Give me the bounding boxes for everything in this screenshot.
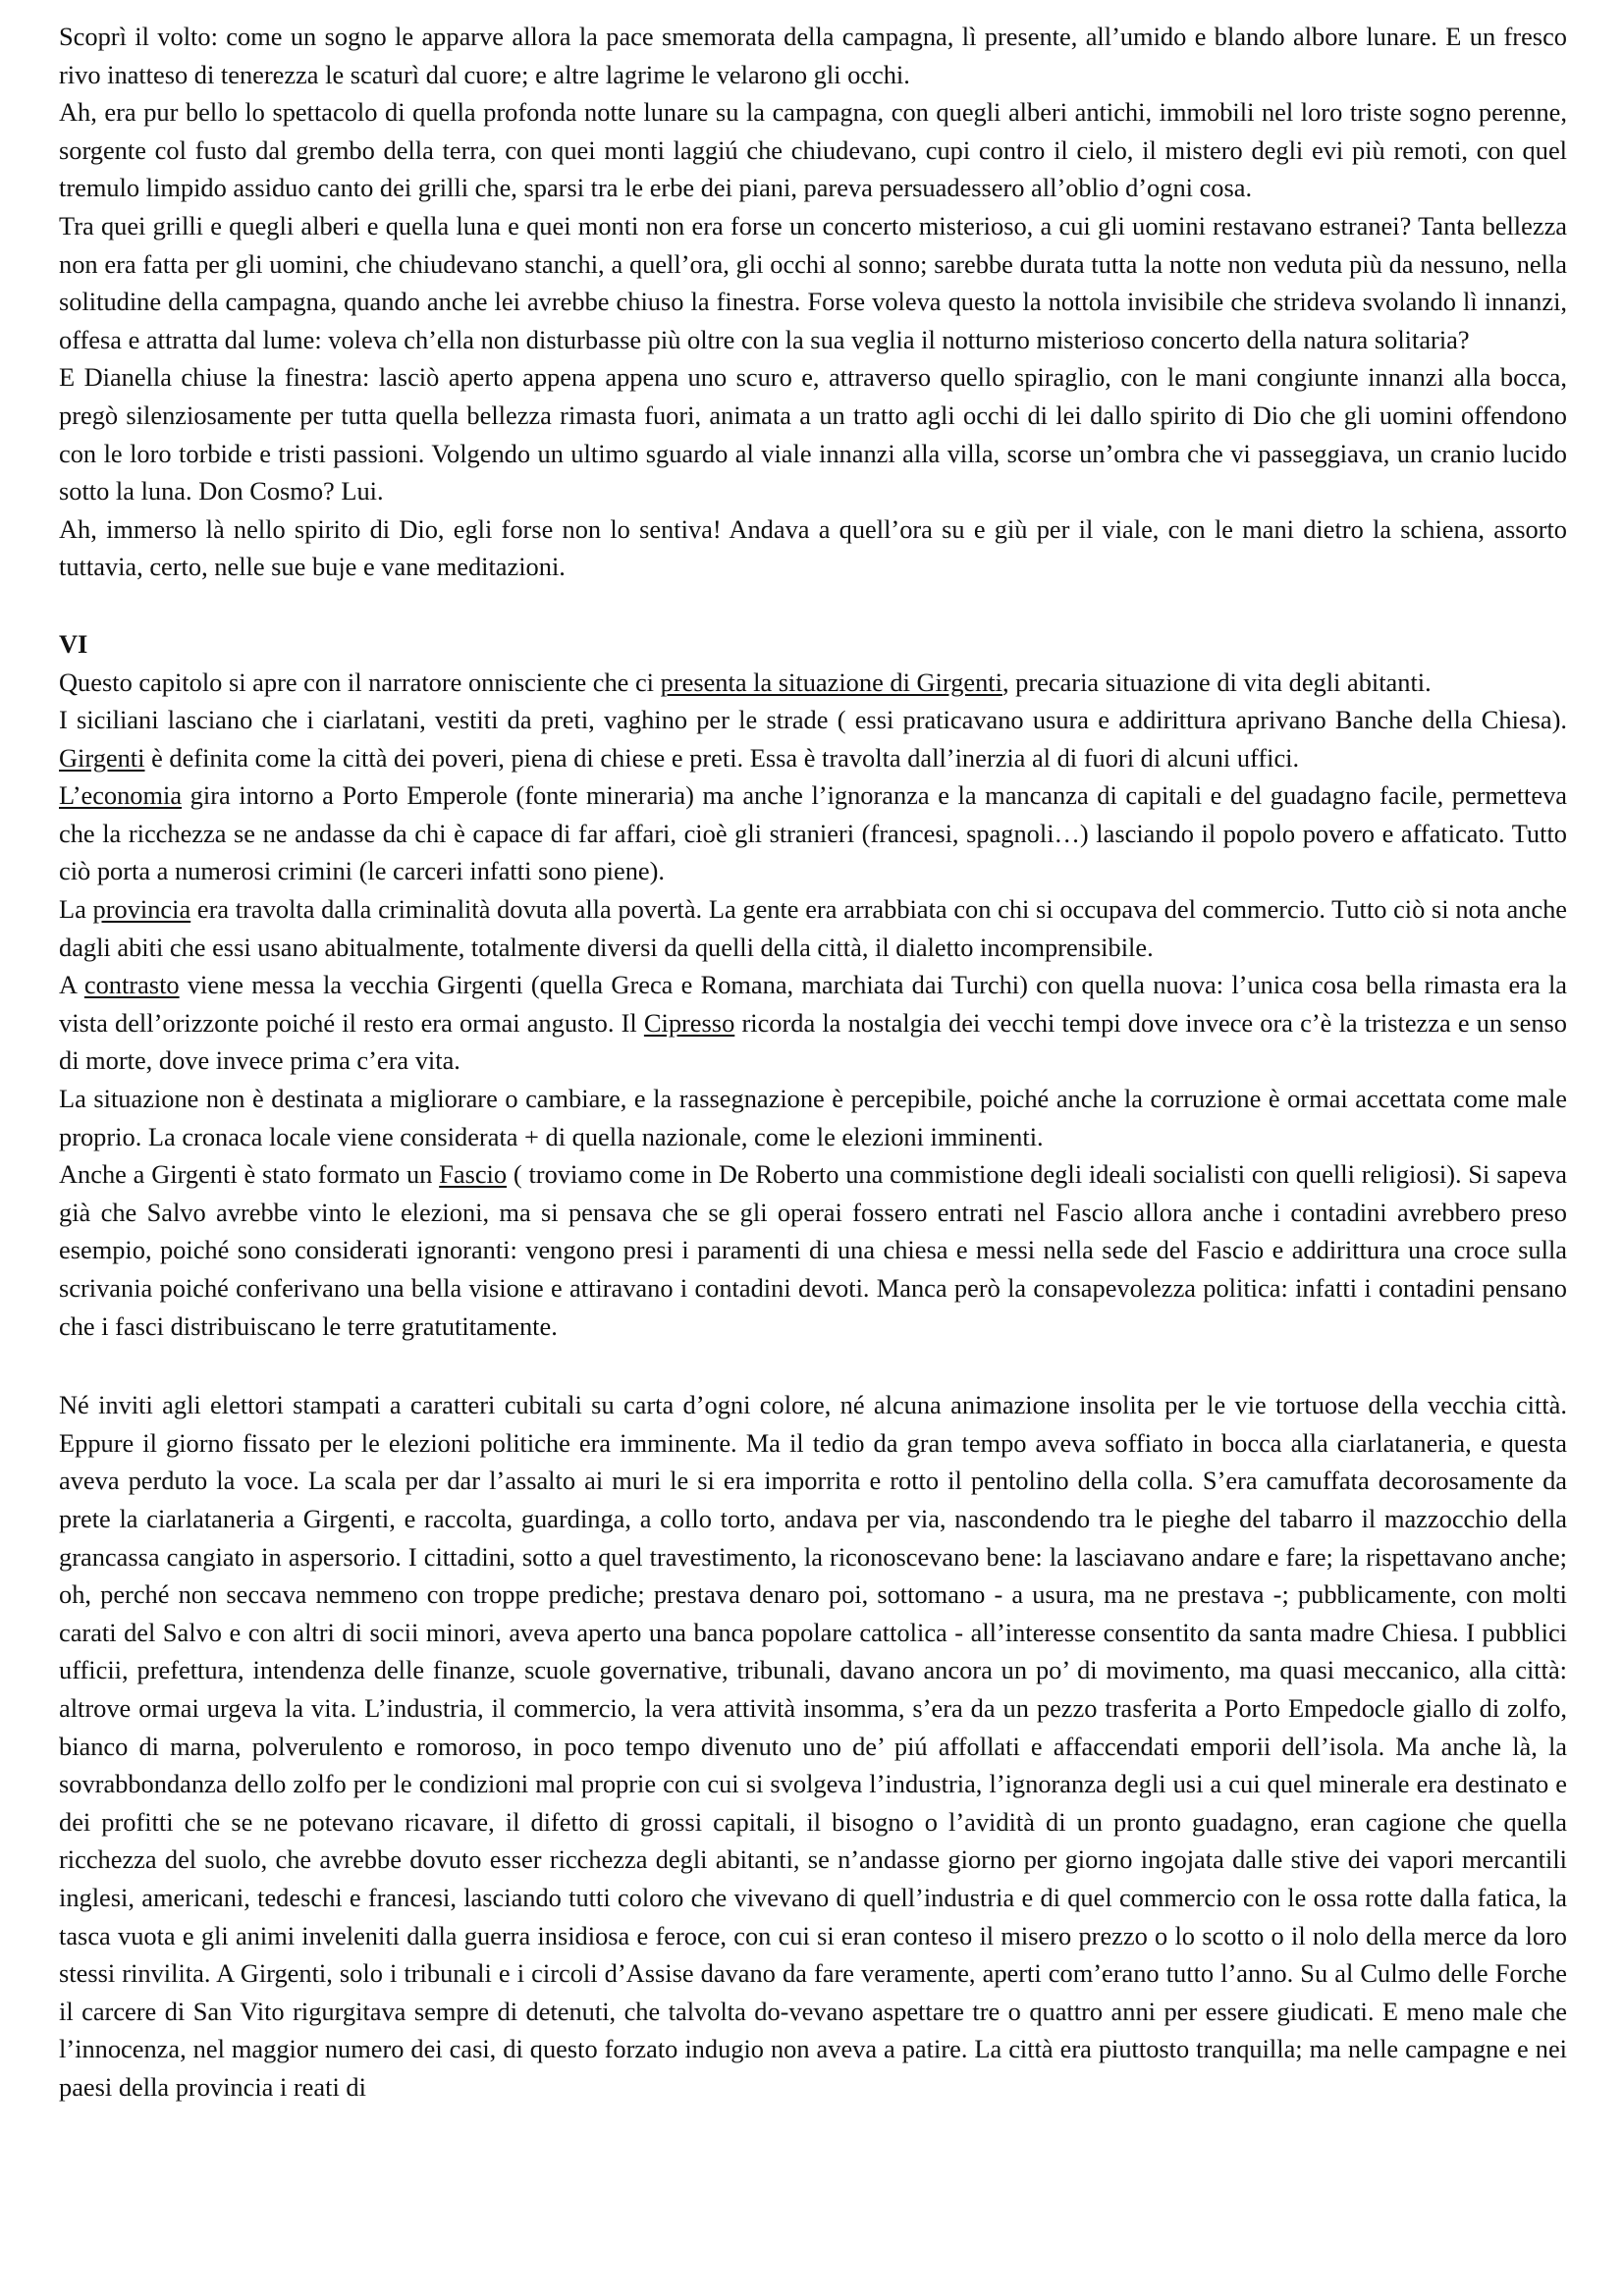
paragraph: Ah, immerso là nello spirito di Dio, egli forse non lo sentiva! Andava a quell’ora su e giù per il viale, con le mani dietro la schiena, assorto tuttavia, certo, nelle sue buje e vane meditazioni. [59, 513, 1567, 582]
underlined-text: presenta la situazione di Girgenti [660, 667, 1002, 697]
summary-paragraph [59, 966, 1567, 1080]
summary-paragraph [59, 776, 1567, 890]
summary-paragraph [59, 701, 1567, 776]
text-run: , precaria situazione di vita degli abitanti. [1001, 667, 1432, 697]
chapter-summary [59, 664, 1567, 1346]
text-run: ( troviamo come in De Roberto una commistione degli ideali socialisti con quelli religiosi). Si sapeva già che Salvo avrebbe vinto le elezioni, ma si pensava che se gli operai fossero entrati nel Fascio allora anche i contadini avrebbero preso esempio, poiché sono considerati ignoranti: vengono presi i paramenti di una chiesa e messi nella sede del Fascio e addirittura una croce sulla scrivania poiché conferivano una bella visione e attiravano i contadini devoti. Manca però la consapevolezza politica: infatti i contadini pensano che i fasci distribuiscano le terre gratutitamente. [59, 1159, 1567, 1341]
text-run: La [59, 894, 93, 925]
spacer [59, 586, 1567, 625]
text-run: gira intorno a Porto Emperole (fonte mineraria) ma anche l’ignoranza e la mancanza di capitali e del guadagno facile, permetteva che la ricchezza se ne andasse da chi è capace di far affari, cioè gli stranieri (francesi, spagnoli…) lasciando il popolo povero e affaticato. Tutto ciò porta a numerosi crimini (le carceri infatti sono piene). [59, 780, 1567, 886]
underlined-text: contrasto [83, 970, 180, 1000]
text-run: era travolta dalla criminalità dovuta alla povertà. La gente era arrabbiata con chi si occupava del commercio. Tutto ciò si nota anche dagli abiti che essi usano abitualmente, totalmente diversi da quelli della città, il dialetto incomprensibile. [59, 894, 1567, 962]
text-run: è definita come la città dei poveri, piena di chiese e preti. Essa è travolta dall’inerzia al di fuori di alcuni uffici. [144, 742, 1300, 773]
summary-paragraph [59, 664, 1567, 702]
text-run: A [59, 970, 84, 1000]
paragraph: Né inviti agli elettori stampati a caratteri cubitali su carta d’ogni colore, né alcuna animazione insolita per le vie tortuose della vecchia città. Eppure il giorno fissato per le elezioni politiche era imminente. Ma il tedio da gran tempo aveva soffiato in bocca alla ciarlataneria, e questa aveva perduto la voce. La scala per dar l’assalto ai muri le si era imporrita e rotto il pentolino della colla. S’era camuffata decorosamente da prete la ciarlataneria a Girgenti, e raccolta, guardinga, a collo torto, andava per via, nascondendo tra le pieghe del tabarro il mazzocchio della grancassa cangiato in aspersorio. I cittadini, sotto a quel travestimento, la riconoscevano bene: la lasciavano andare e fare; la rispettavano anche; oh, perché non seccava nemmeno con troppe prediche; prestava denaro poi, sottomano - a usura, ma ne prestava -; pubblicamente, con molti carati del Salvo e con altri di socii minori, aveva aperto una banca popolare cattolica - all’interesse consentito da santa madre Chiesa. I pubblici ufficii, prefettura, intendenza delle finanze, scuole governative, tribunali, davano ancora un po’ di movimento, ma quasi meccanico, alla città: altrove ormai urgeva la vita. L’industria, il commercio, la vera attività insomma, s’era da un pezzo trasferita a Porto Empedocle giallo di zolfo, bianco di marna, polverulento e romoroso, in poco tempo divenuto uno de’ piú affollati e affaccendati emporii dell’isola. Ma anche là, la sovrabbondanza dello zolfo per le condizioni mal proprie con cui si svolgeva l’industria, l’ignoranza degli usi a cui quel minerale era destinato e dei profitti che se ne potevano ricavare, il difetto di grossi capitali, il bisogno o l’avidità di un pronto guadagno, eran cagione che quella ricchezza del suolo, che avrebbe dovuto esser ricchezza degli abitanti, se n’andasse giorno per giorno ingojata dalle stive dei vapori mercantili inglesi, americani, tedeschi e francesi, lasciando tutti coloro che vivevano di quell’industria e di quel commercio con le ossa rotte dalla fatica, la tasca vuota e gli animi inveleniti dalla guerra insidiosa e feroce, con cui si eran conteso il misero prezzo o lo scotto o il nolo della merce da loro stessi rinvilita. A Girgenti, solo i tribunali e i circoli d’Assise davano da fare veramente, aperti com’erano tutto l’anno. Su al Culmo delle Forche il carcere di San Vito rigurgitava sempre di detenuti, che talvolta do-vevano aspettare tre o quattro anni per essere giudicati. E meno male che l’innocenza, nel maggior numero dei casi, di questo forzato indugio non aveva a patire. La città era piuttosto tranquilla; ma nelle campagne e nei paesi della provincia i reati di [59, 1390, 1567, 2102]
summary-paragraph [59, 890, 1567, 966]
novel-excerpt-top [59, 18, 1567, 586]
text-run: viene messa la vecchia Girgenti (quella Greca e Romana, marchiata dai Turchi) con quella nuova: l’unica cosa bella rimasta era la vista dell’orizzonte poiché il resto era ormai angusto. Il [59, 970, 1567, 1038]
paragraph: Tra quei grilli e quegli alberi e quella luna e quei monti non era forse un concerto misterioso, a cui gli uomini restavano estranei? Tanta bellezza non era fatta per gli uomini, che chiudevano stanchi, a quell’ora, gli occhi al sonno; sarebbe durata tutta la notte non veduta più da nessuno, nella solitudine della campagna, quando anche lei avrebbe chiuso la finestra. Forse voleva questo la nottola invisibile che strideva svolando lì innanzi, offesa e attratta dal lume: voleva ch’ella non disturbasse più oltre con la sua veglia il notturno misterioso concerto della natura solitaria? [59, 210, 1567, 354]
text-run: Questo capitolo si apre con il narratore onnisciente che ci [59, 667, 661, 697]
text-run: I siciliani lasciano che i ciarlatani, vestiti da preti, vaghino per le strade ( essi praticavano usura e addirittura aprivano Banche della Chiesa). [59, 705, 1567, 735]
underlined-text: Girgenti [59, 742, 145, 773]
text-run: ricorda la nostalgia dei vecchi tempi dove invece ora c’è la tristezza e un senso di morte, dove invece prima c’era vita. [59, 1007, 1567, 1076]
underlined-text: L’economia [59, 780, 183, 811]
paragraph: E Dianella chiuse la finestra: lasciò aperto appena appena uno scuro e, attraverso quello spiraglio, con le mani congiunte innanzi alla bocca, pregò silenziosamente per tutta quella bellezza rimasta fuori, animata a un tratto agli occhi di lei dallo spirito di Dio che gli uomini offendono con le loro torbide e tristi passioni. Volgendo un ultimo sguardo al viale innanzi alla villa, scorse un’ombra che vi passeggiava, un cranio lucido sotto la luna. Don Cosmo? Lui. [59, 362, 1567, 507]
novel-excerpt-bottom [59, 1386, 1567, 2106]
paragraph: Ah, era pur bello lo spettacolo di quella profonda notte lunare su la campagna, con quegli alberi antichi, immobili nel loro triste sogno perenne, sorgente col fusto dal grembo della terra, con quei monti laggiú che chiudevano, cupi contro il cielo, il mistero degli evi più remoti, con quel tremulo limpido assiduo canto dei grilli che, sparsi tra le erbe dei piani, pareva persuadessero all’oblio d’ogni cosa. [59, 97, 1567, 203]
underlined-text: Fascio [439, 1159, 508, 1190]
summary-paragraph: La situazione non è destinata a migliorare o cambiare, e la rassegnazione è percepibile, poiché anche la corruzione è ormai accettata come male proprio. La cronaca locale viene considerata + di quella nazionale, come le elezioni imminenti. [59, 1084, 1567, 1151]
chapter-heading: VI [59, 628, 88, 659]
text-run: Anche a Girgenti è stato formato un [59, 1159, 440, 1190]
underlined-text: Cipresso [643, 1007, 735, 1038]
summary-paragraph [59, 1155, 1567, 1345]
document-page [59, 18, 1567, 2106]
spacer [59, 1345, 1567, 1386]
underlined-text: provincia [92, 894, 191, 925]
paragraph: Scoprì il volto: come un sogno le apparve allora la pace smemorata della campagna, lì presente, all’umido e blando albore lunare. E un fresco rivo inatteso di tenerezza le scaturì dal cuore; e altre lagrime le velarono gli occhi. [59, 22, 1567, 89]
